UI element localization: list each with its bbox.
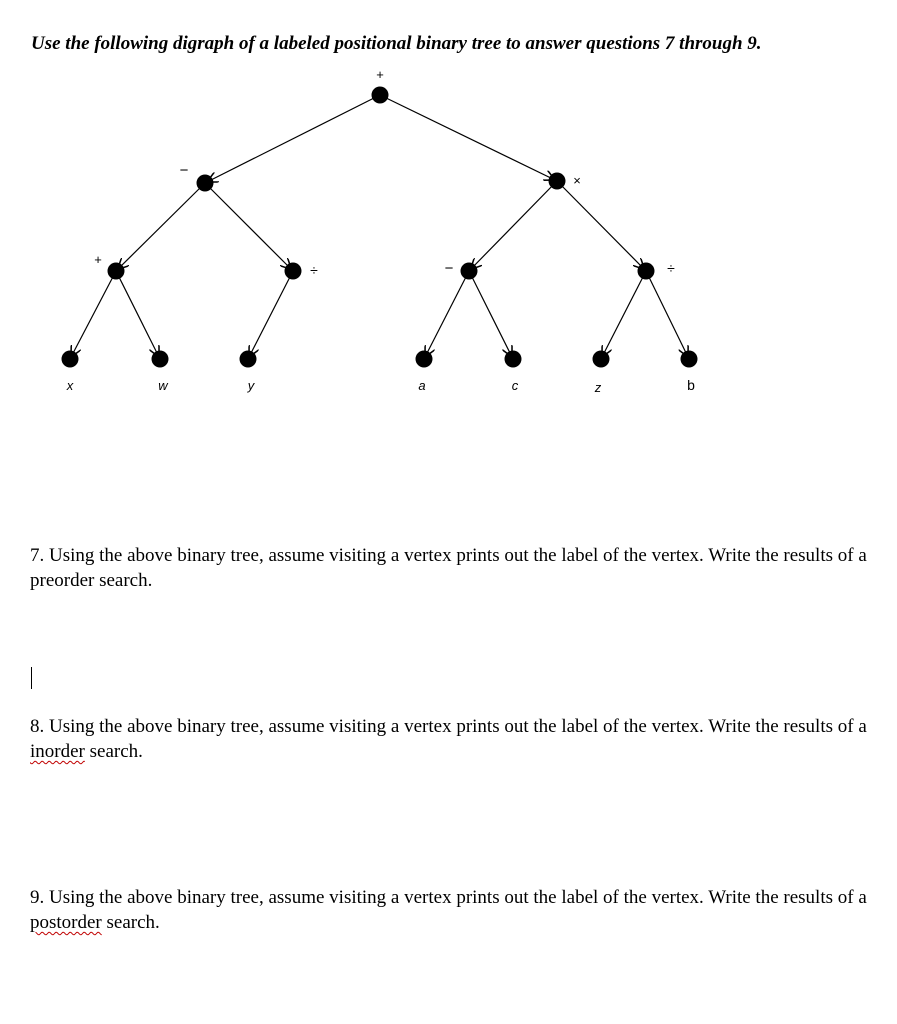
vertex-label-leaf-1: x [66,378,74,393]
vertex-n-rr [638,263,655,280]
question-9-flagged-word[interactable]: postorder [30,912,102,933]
question-8-text-end: search. [84,741,143,762]
vertex-label-n-lr: ÷ [310,262,318,278]
edge-n-rl-to-leaf-5 [469,271,513,359]
vertex-label-n-right: × [573,173,581,188]
edge-root-to-n-left [205,95,380,183]
vertex-leaf-3 [240,351,257,368]
vertex-leaf-5 [505,351,522,368]
question-9-text-start: 9. Using the above binary tree, assume visiting a vertex prints out the label of the vertex. Write the results of a [30,887,867,908]
vertex-label-leaf-4: a [418,378,426,393]
vertex-label-n-rr: ÷ [667,260,675,276]
question-9 [30,885,870,935]
vertex-label-n-rl: − [444,260,454,277]
vertex-n-left [197,175,214,192]
edge-n-right-to-n-rl [469,181,557,271]
instructions-heading: Use the following digraph of a labeled positional binary tree to answer questions 7 through 9. [31,33,762,54]
vertex-label-leaf-7: b [687,377,695,393]
question-8 [30,714,870,764]
question-7 [30,543,870,593]
vertex-n-right [549,173,566,190]
edge-n-right-to-n-rr [557,181,646,271]
vertex-n-rl [461,263,478,280]
question-9-text-end: search. [101,912,160,933]
vertex-n-ll [108,263,125,280]
edge-n-ll-to-leaf-2 [116,271,160,359]
vertex-leaf-7 [681,351,698,368]
vertex-label-leaf-6: z [594,380,602,395]
question-7-text: 7. Using the above binary tree, assume visiting a vertex prints out the label of the vertex. Write the results of a preorder search. [30,545,867,591]
binary-tree-diagram [0,60,897,410]
vertex-leaf-2 [152,351,169,368]
vertex-label-leaf-5: c [511,378,519,393]
edge-n-left-to-n-ll [116,183,205,271]
edge-root-to-n-right [380,95,557,181]
vertex-label-root: + [376,67,384,82]
text-cursor [31,667,32,689]
edge-n-rl-to-leaf-4 [424,271,469,359]
vertex-label-n-left: − [179,162,189,179]
vertex-leaf-1 [62,351,79,368]
edge-n-lr-to-leaf-3 [248,271,293,359]
vertex-label-leaf-2: w [158,378,168,393]
edge-n-left-to-n-lr [205,183,293,271]
vertex-n-lr [285,263,302,280]
edge-n-ll-to-leaf-1 [70,271,116,359]
question-8-flagged-word[interactable]: inorder [30,741,85,762]
vertex-leaf-6 [593,351,610,368]
edge-n-rr-to-leaf-6 [601,271,646,359]
vertex-leaf-4 [416,351,433,368]
vertex-root [372,87,389,104]
vertex-label-leaf-3: y [247,378,255,393]
question-8-text-start: 8. Using the above binary tree, assume visiting a vertex prints out the label of the vertex. Write the results of a [30,716,867,737]
vertex-label-n-ll: + [94,252,102,267]
edge-n-rr-to-leaf-7 [646,271,689,359]
